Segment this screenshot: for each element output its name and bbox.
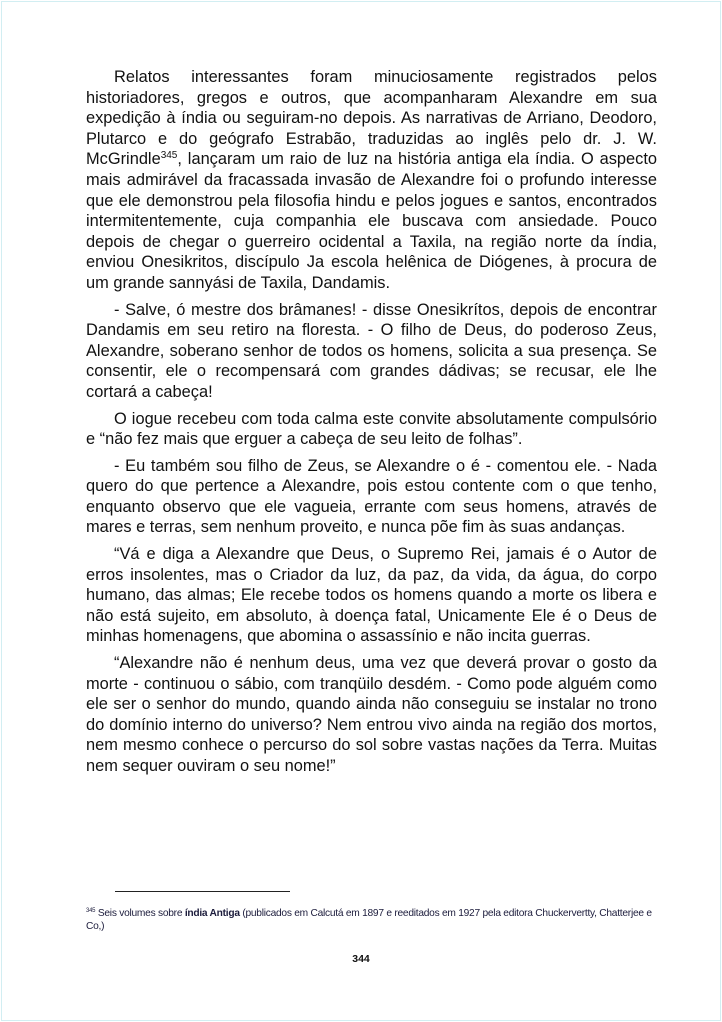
page [1,1,721,1021]
paragraph-5: “Vá e diga a Alexandre que Deus, o Supremo Rei, jamais é o Autor de erros insolentes, mas o Criador da luz, da paz, da vida, da água, do corpo humano, das almas; Ele recebe todos os homens quando a morte os libera e não está sujeito, em absoluto, à doença fatal, Unicamente Ele é o Deus de minhas homenagens, que abomina o assassínio e não incita guerras. [86,545,657,646]
paragraph-2: - Salve, ó mestre dos brâmanes! - disse Onesikrítos, depois de encontrar Dandamis em seu retiro na floresta. - O filho de Deus, do poderoso Zeus, Alexandre, soberano senhor de todos os homens, solicita a sua presença. Se consentir, ele o recompensará com grandes dádivas; se recusar, ele lhe cortará a cabeça! [86,300,657,401]
footnote-suffix: (publicados em Calcutá em 1897 e reeditados em 1927 pela editora Chuckervertty, Chatterjee e Co,) [86,908,652,932]
footnote [86,907,658,933]
footnote-number: 345 [86,908,96,914]
paragraph-6: “Alexandre não é nenhum deus, uma vez que deverá provar o gosto da morte - continuou o sábio, com tranqüilo desdém. - Como pode alguém como ele ser o senhor do mundo, quando ainda não conseguiu se instalar no trono do domínio interno do universo? Nem entrou vivo ainda na região dos mortos, nem mesmo conhece o percurso do sol sobre vastas nações da Terra. Muitas nem sequer ouviram o seu nome!” [86,654,657,775]
footnote-divider [115,891,290,892]
paragraph-1-text: Relatos interessantes foram minuciosamente registrados pelos historiadores, gregos e outros, que acompanharam Alexandre em sua expedição à índia ou seguiram-no depois. As narrativas de Arriano, Deodoro, Plutarco e do geógrafo Estrabão, traduzidas ao inglês pelo dr. J. W. McGrindle [86,68,657,169]
paragraph-1 [86,67,657,294]
page-number: 344 [352,953,370,965]
paragraph-4: - Eu também sou filho de Zeus, se Alexandre o é - comentou ele. - Nada quero do que pertence a Alexandre, pois estou contente com o que tenho, enquanto observo que ele vagueia, errante com seus homens, através de mares e terras, sem nenhum proveito, e nunca põe fim às suas andanças. [86,456,657,537]
main-text [86,67,657,783]
paragraph-1-text-continued: , lançaram um raio de luz na história antiga ela índia. O aspecto mais admirável da fracassada invasão de Alexandre foi o profundo interesse que ele demonstrou pela filosofia hindu e pelos jogues e santos, encontrados intermitentemente, cuja companhia ele buscava com ansiedade. Pouco depois de chegar o guerreiro ocidental a Taxila, na região norte da índia, enviou Onesikritos, discípulo Ja escola helênica de Diógenes, à procura de um grande sannyási de Taxila, Dandamis. [86,150,657,292]
footnote-prefix: Seis volumes sobre [95,908,185,919]
footnote-title: índia Antiga [184,908,240,919]
footnote-reference[interactable]: 345 [160,150,178,162]
paragraph-3: O iogue recebeu com toda calma este convite absolutamente compulsório e “não fez mais que erguer a cabeça de seu leito de folhas”. [86,409,657,449]
